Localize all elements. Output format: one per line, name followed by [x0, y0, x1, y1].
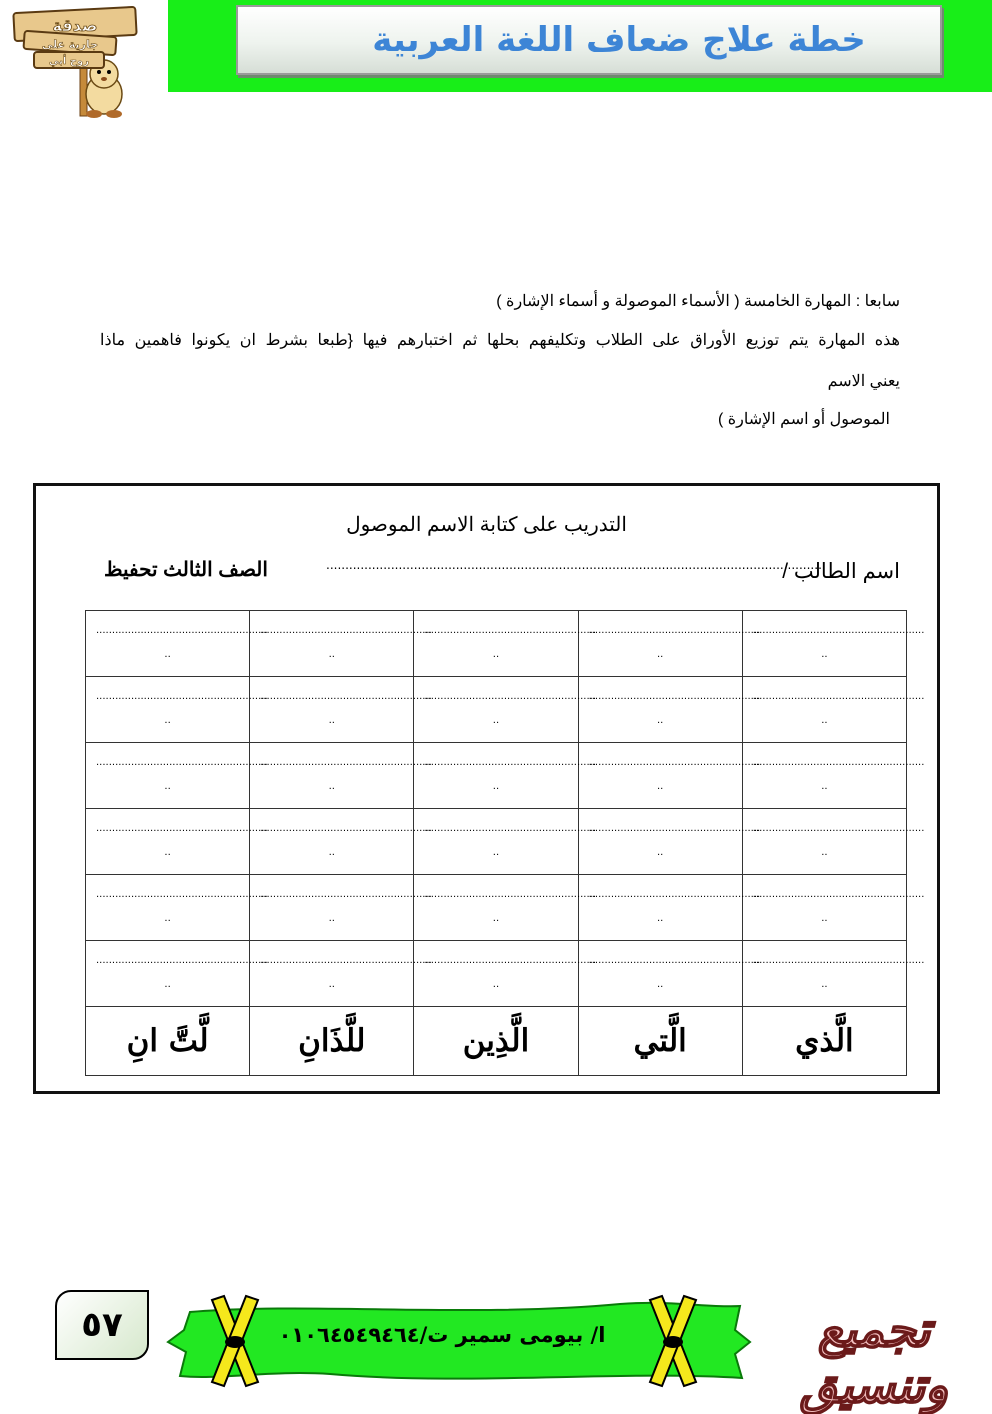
table-row	[86, 611, 907, 677]
answer-line-end: ..	[328, 913, 335, 924]
answer-cell[interactable]	[86, 677, 268, 743]
answer-line-end: ..	[492, 913, 500, 924]
answer-cell[interactable]	[742, 677, 925, 743]
relative-pronoun: للَّذَانِ	[298, 1023, 366, 1059]
answer-cell[interactable]	[86, 743, 268, 809]
answer-line-end: ..	[164, 649, 171, 660]
relative-pronoun: الَّذِين	[462, 1023, 530, 1059]
answer-line-end: ..	[656, 979, 664, 990]
answer-line: ......................................................	[752, 757, 925, 768]
relative-pronoun: الَّتي	[633, 1023, 687, 1059]
answer-cell[interactable]	[742, 611, 925, 677]
answer-line-end: ..	[821, 847, 828, 858]
answer-line: ......................................................	[752, 691, 925, 702]
answer-cell[interactable]	[86, 941, 268, 1007]
answer-line-end: ..	[164, 715, 171, 726]
answer-line-end: ..	[492, 781, 500, 792]
answer-cell[interactable]	[250, 677, 432, 743]
answer-cell[interactable]	[414, 743, 597, 809]
word-cell	[250, 1007, 414, 1076]
answer-cell[interactable]	[578, 611, 761, 677]
page-number-box	[55, 1290, 149, 1360]
answer-line-end: ..	[656, 715, 664, 726]
answer-line-end: ..	[164, 913, 171, 924]
answer-line-end: ..	[492, 847, 500, 858]
table-row	[86, 677, 907, 743]
answer-line-end: ..	[492, 979, 500, 990]
student-name-field[interactable]: ...................................................................................................................................	[326, 558, 826, 572]
answer-cell[interactable]	[578, 743, 761, 809]
answer-line: ......................................................	[260, 625, 432, 636]
answer-line: ......................................................	[752, 823, 925, 834]
answer-cell[interactable]	[578, 941, 761, 1007]
answer-line-end: ..	[164, 781, 171, 792]
answer-line-end: ..	[164, 979, 171, 990]
answer-cell[interactable]	[578, 809, 761, 875]
practice-grid	[85, 610, 925, 1076]
answer-line-end: ..	[328, 781, 335, 792]
answer-cell[interactable]	[742, 875, 925, 941]
table-row	[86, 809, 907, 875]
grade-label: الصف الثالث تحفيظ	[104, 559, 268, 581]
answer-line-end: ..	[656, 649, 664, 660]
relative-pronoun: الَّذي	[795, 1023, 854, 1059]
answer-line-end: ..	[656, 847, 664, 858]
worksheet-title: التدريب على كتابة الاسم الموصول	[346, 514, 627, 536]
author-contact: ا/ بيومى سمير ت/٠١٠٦٤٥٤٩٤٦٤	[278, 1323, 606, 1347]
answer-line: ......................................................	[588, 757, 761, 768]
answer-line: ......................................................	[96, 889, 268, 900]
answer-line-end: ..	[492, 715, 500, 726]
word-cell	[414, 1007, 578, 1076]
answer-line-end: ..	[164, 847, 171, 858]
answer-line: ......................................................	[752, 955, 925, 966]
answer-cell[interactable]	[250, 743, 432, 809]
answer-line-end: ..	[328, 715, 335, 726]
answer-cell[interactable]	[250, 941, 432, 1007]
word-cell	[578, 1007, 742, 1076]
answer-cell[interactable]	[414, 677, 597, 743]
mascot-sign-icon	[8, 4, 140, 122]
answer-line-end: ..	[821, 781, 828, 792]
answer-line: ......................................................	[96, 955, 268, 966]
answer-line-end: ..	[328, 979, 335, 990]
answer-cell[interactable]	[578, 875, 761, 941]
answer-line-end: ..	[492, 649, 500, 660]
intro-line-4: الموصول أو اسم الإشارة )	[717, 411, 890, 428]
answer-line: ......................................................	[588, 691, 761, 702]
words-row	[86, 1007, 907, 1076]
answer-cell[interactable]	[86, 875, 268, 941]
word-cell	[742, 1007, 906, 1076]
answer-line: ......................................................	[424, 625, 597, 636]
credit-text: تجميع وتنسيق	[799, 1302, 949, 1414]
sign-line-1: صدقة	[52, 16, 98, 35]
sign-line-2: جارية على	[41, 38, 99, 51]
answer-line: ......................................................	[260, 955, 432, 966]
word-cell	[86, 1007, 250, 1076]
page-title: خطة علاج ضعاف اللغة العربية	[372, 20, 866, 60]
intro-line-2: هذه المهارة يتم توزيع الأوراق على الطلاب وتكليفهم بحلها ثم اختبارهم فيها {طبعا بشرط ان يكونوا فاهمين ماذا	[100, 332, 900, 349]
answer-line: ......................................................	[96, 625, 268, 636]
title-box	[236, 5, 942, 75]
answer-cell[interactable]	[742, 809, 925, 875]
answer-cell[interactable]	[86, 611, 268, 677]
answer-line: ......................................................	[752, 625, 925, 636]
answer-line: ......................................................	[96, 757, 268, 768]
answer-cell[interactable]	[578, 677, 761, 743]
answer-line: ......................................................	[260, 691, 432, 702]
answer-cell[interactable]	[742, 743, 925, 809]
answer-line-end: ..	[328, 649, 335, 660]
answer-line-end: ..	[328, 847, 335, 858]
answer-line-end: ..	[821, 913, 828, 924]
answer-cell[interactable]	[414, 809, 597, 875]
table-row	[86, 743, 907, 809]
answer-line: ......................................................	[588, 955, 761, 966]
answer-line: ......................................................	[96, 823, 268, 834]
answer-line: ......................................................	[588, 889, 761, 900]
answer-line: ......................................................	[260, 757, 432, 768]
answer-line-end: ..	[656, 913, 664, 924]
answer-line: ......................................................	[424, 955, 597, 966]
answer-cell[interactable]	[250, 611, 432, 677]
answer-cell[interactable]	[250, 809, 432, 875]
answer-line: ......................................................	[260, 823, 432, 834]
answer-cell[interactable]	[414, 611, 597, 677]
answer-line: ......................................................	[588, 625, 761, 636]
answer-cell[interactable]	[742, 941, 925, 1007]
answer-line: ......................................................	[588, 823, 761, 834]
answer-line-end: ..	[821, 715, 828, 726]
intro-line-1: سابعا : المهارة الخامسة ( الأسماء الموصولة و أسماء الإشارة )	[496, 293, 900, 310]
student-name-label: اسم الطالب /	[782, 560, 900, 583]
answer-line-end: ..	[821, 979, 828, 990]
answer-line: ......................................................	[752, 889, 925, 900]
table-row	[86, 941, 907, 1007]
sign-line-3: روح أبي	[49, 56, 89, 67]
relative-pronoun: لَّتَّ انِ	[126, 1023, 209, 1059]
answer-line: ......................................................	[96, 691, 268, 702]
intro-line-3: يعني الاسم	[827, 373, 900, 390]
answer-cell[interactable]	[250, 875, 432, 941]
answer-cell[interactable]	[414, 875, 597, 941]
answer-cell[interactable]	[414, 941, 597, 1007]
table-row	[86, 875, 907, 941]
answer-line: ......................................................	[424, 889, 597, 900]
answer-line-end: ..	[821, 649, 828, 660]
answer-line: ......................................................	[424, 691, 597, 702]
answer-line-end: ..	[656, 781, 664, 792]
answer-cell[interactable]	[86, 809, 268, 875]
answer-line: ......................................................	[424, 757, 597, 768]
answer-line: ......................................................	[424, 823, 597, 834]
answer-line: ......................................................	[260, 889, 432, 900]
page-number: ٥٧	[81, 1305, 123, 1345]
